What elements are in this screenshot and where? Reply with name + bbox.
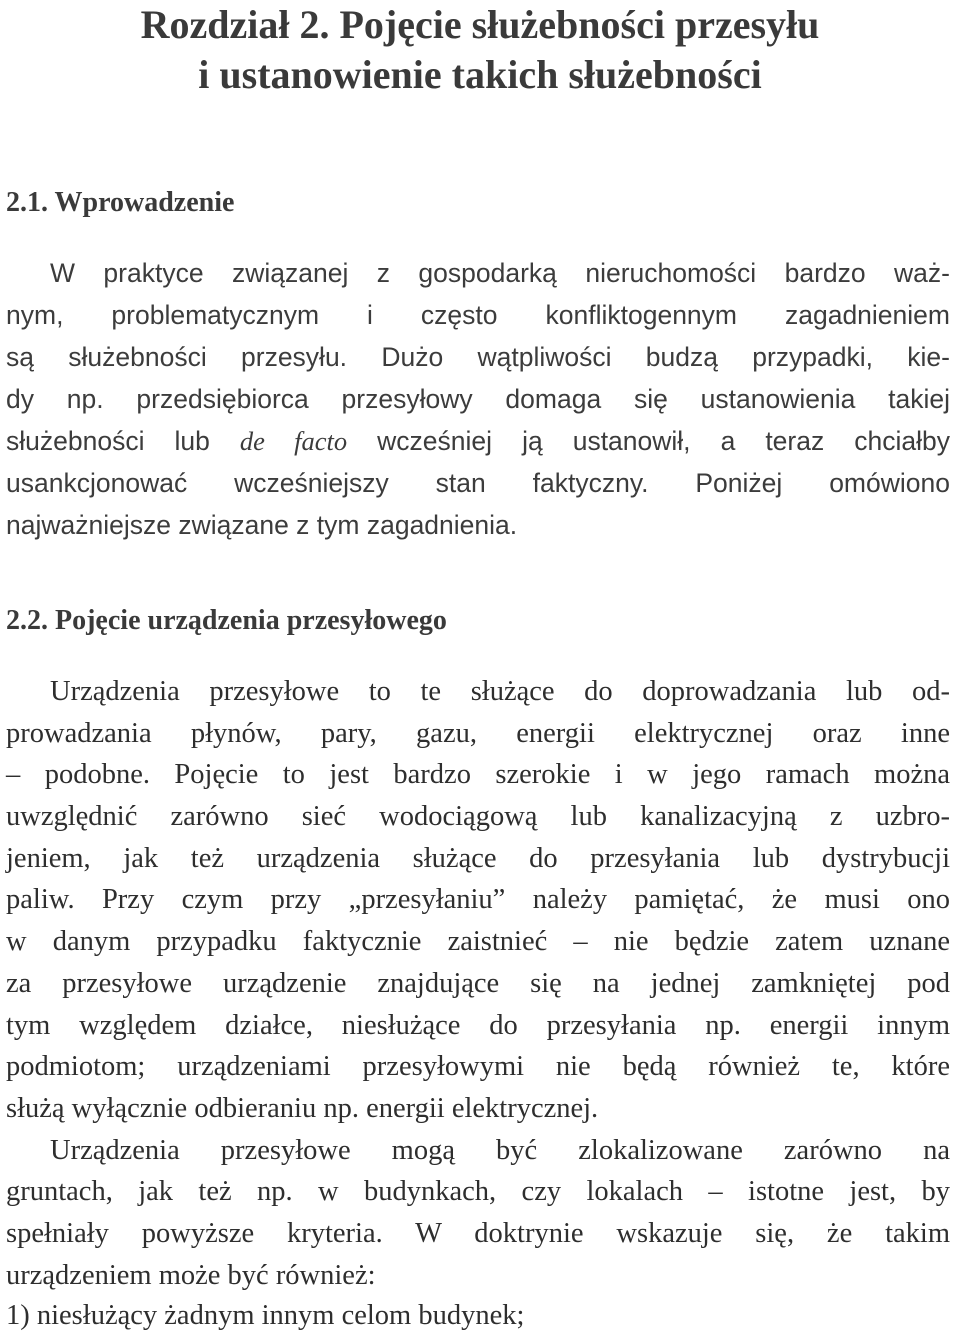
section-heading-introduction: 2.1. Wprowadzenie [6, 187, 235, 218]
transmission-device-paragraph [6, 671, 950, 1296]
paragraph-line: nym, problematycznym i często konfliktogennym zagadnieniem [6, 300, 950, 330]
text-run: wcześniej ją ustanowił, a teraz chciałby [347, 426, 950, 456]
italic-phrase: de facto [239, 426, 348, 456]
text-run: służebności lub [6, 426, 240, 456]
chapter-title-line-2: i ustanowienie takich służebności [198, 52, 762, 97]
paragraph-line: uwzględnić zarówno sieć wodociągową lub kanalizacyjną z uzbro- [6, 801, 950, 833]
paragraph-line: Urządzenia przesyłowe mogą być zlokalizowane zarówno na [50, 1134, 950, 1166]
paragraph-line: W praktyce związanej z gospodarką nieruchomości bardzo waż- [50, 258, 950, 288]
paragraph-line: za przesyłowe urządzenie znajdujące się na jednej zamkniętej pod [6, 967, 950, 999]
paragraph-line: najważniejsze związane z tym zagadnienia. [6, 510, 518, 540]
chapter-title-line-1: Rozdział 2. Pojęcie służebności przesyłu [140, 2, 820, 47]
paragraph-line [6, 420, 950, 462]
introduction-paragraph [6, 252, 950, 546]
paragraph-line: Urządzenia przesyłowe to te służące do doprowadzania lub od- [50, 676, 950, 707]
paragraph-line: – podobne. Pojęcie to jest bardzo szerokie i w jego ramach można [6, 759, 950, 791]
paragraph-line: dy np. przedsiębiorca przesyłowy domaga się ustanowienia takiej [6, 384, 950, 414]
paragraph-line: usankcjonować wcześniejszy stan faktyczny. Poniżej omówiono [6, 468, 950, 498]
paragraph-line: paliw. Przy czym przy „przesyłaniu” należy pamiętać, że musi ono [6, 884, 950, 916]
paragraph-line: prowadzania płynów, pary, gazu, energii elektrycznej oraz inne [6, 717, 950, 749]
paragraph-line: podmiotom; urządzeniami przesyłowymi nie będą również te, które [6, 1051, 950, 1083]
paragraph-line: gruntach, jak też np. w budynkach, czy lokalach – istotne jest, by [6, 1176, 950, 1208]
paragraph-line: służą wyłącznie odbieraniu np. energii elektrycznej. [6, 1092, 599, 1124]
chapter-title [0, 2, 960, 98]
paragraph-line: jeniem, jak też urządzenia służące do przesyłania lub dystrybucji [6, 842, 950, 874]
list-item: 1) niesłużący żadnym innym celom budynek; [6, 1300, 525, 1331]
paragraph-line: tym względem działce, niesłużące do przesyłania np. energii innym [6, 1009, 950, 1041]
section-heading-transmission-device: 2.2. Pojęcie urządzenia przesyłowego [6, 605, 447, 636]
paragraph-line: są służebności przesyłu. Dużo wątpliwości budzą przypadki, kie- [6, 342, 950, 372]
paragraph-line: urządzeniem może być również: [6, 1259, 376, 1291]
paragraph-line: w danym przypadku faktycznie zaistnieć – nie będzie zatem uznane [6, 926, 950, 958]
paragraph-line: spełniały powyższe kryteria. W doktrynie wskazuje się, że takim [6, 1217, 950, 1249]
